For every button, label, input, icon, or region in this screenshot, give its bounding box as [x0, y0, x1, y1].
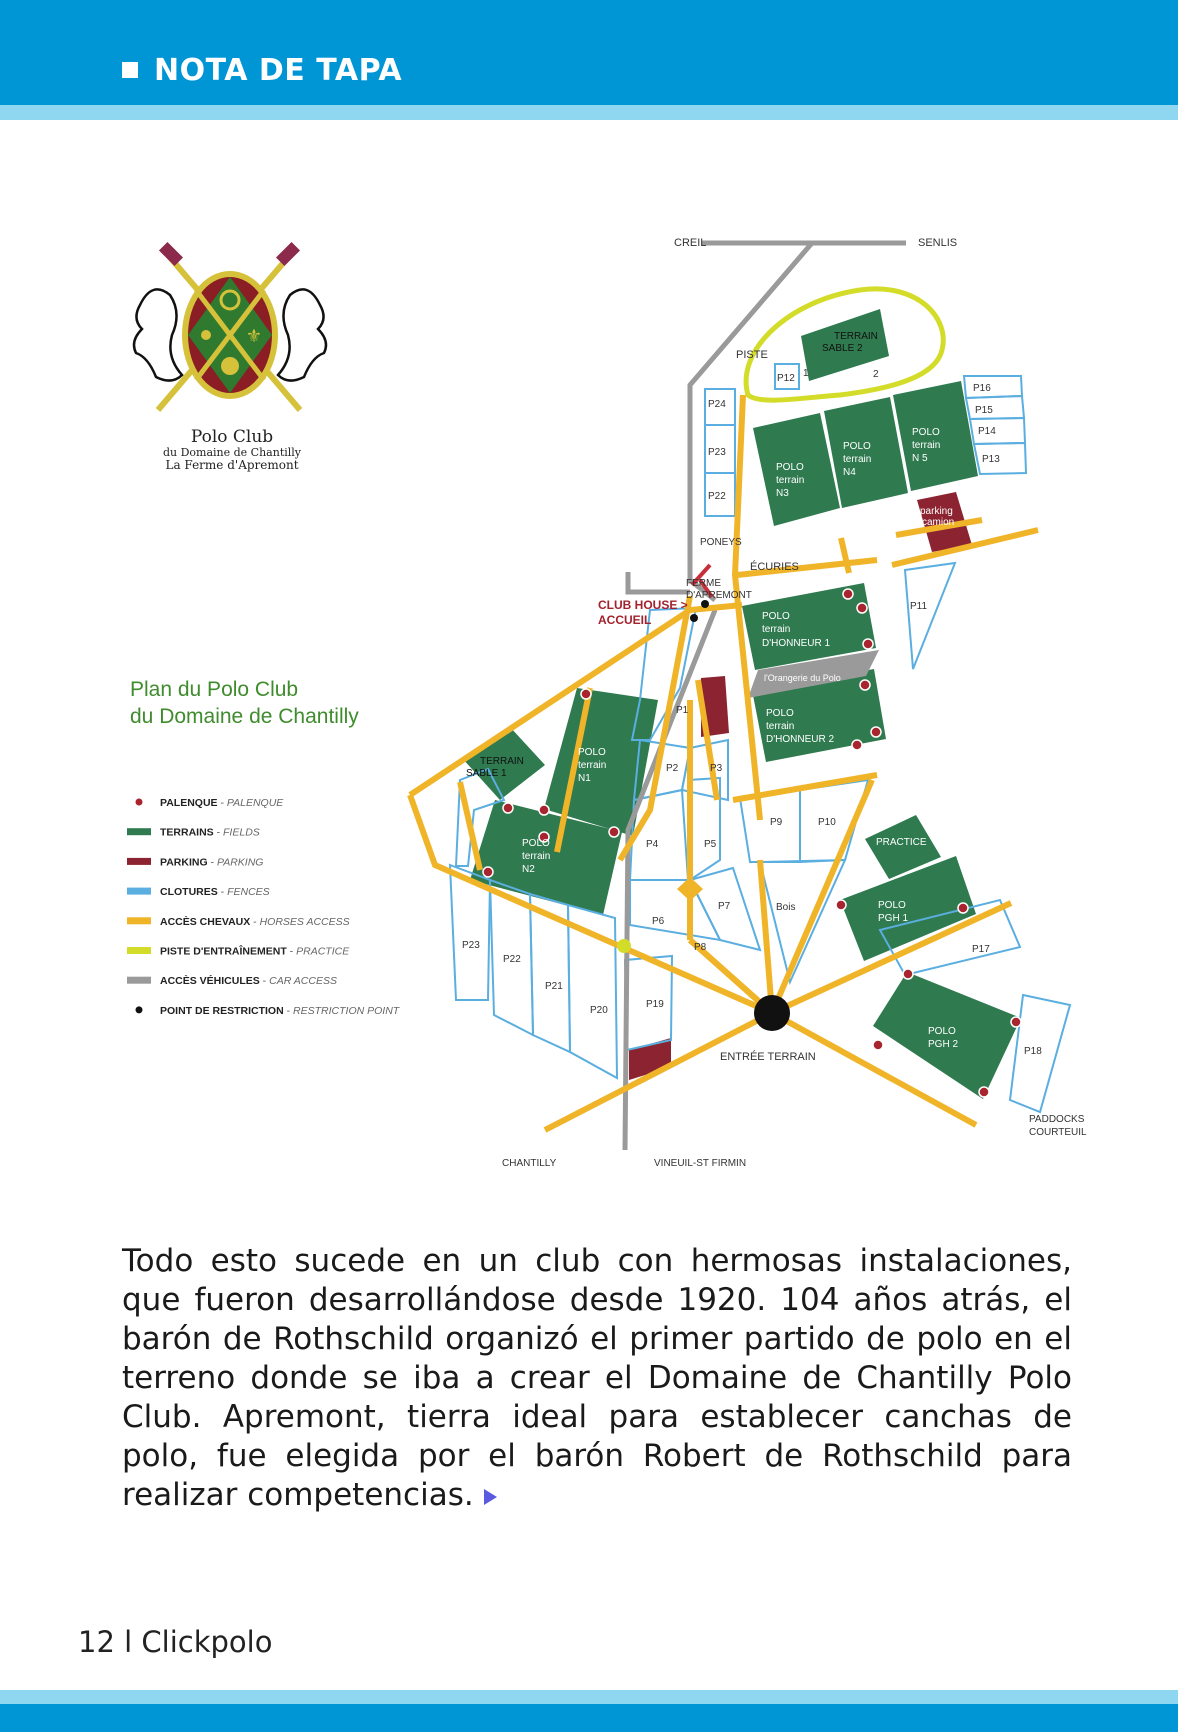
label-practice: PRACTICE	[876, 837, 927, 848]
legend-label: POINT DE RESTRICTION - RESTRICTION POINT	[160, 1004, 400, 1017]
label-orangerie: l'Orangerie du Polo	[764, 673, 841, 683]
label-paddocks: PADDOCKS	[1029, 1114, 1085, 1125]
label-p19: P19	[646, 999, 664, 1010]
label-p14: P14	[978, 426, 996, 437]
legend-swatch	[136, 799, 143, 806]
label-pgh2: PGH 2	[928, 1039, 959, 1050]
legend-item	[127, 856, 263, 868]
label-p20: P20	[590, 1005, 608, 1016]
legend-swatch	[127, 828, 151, 835]
label-senlis: SENLIS	[918, 237, 958, 249]
label-courteuil: COURTEUIL	[1029, 1127, 1087, 1138]
label-parking: parking	[920, 506, 953, 517]
section-title: NOTA DE TAPA	[154, 52, 403, 88]
label-p24: P24	[708, 399, 726, 410]
label-p13: P13	[982, 454, 1000, 465]
label-polo: POLO	[762, 611, 790, 622]
map-title-line1: Plan du Polo Club	[130, 678, 299, 701]
label-terrain: terrain	[578, 760, 607, 771]
label-terrain-sable1: SABLE 1	[466, 768, 507, 779]
legend-label: PISTE D'ENTRAÎNEMENT - PRACTICE	[160, 945, 350, 958]
footer-bar	[0, 1704, 1178, 1732]
label-entree-terrain: ENTRÉE TERRAIN	[720, 1051, 816, 1063]
label-p22: P22	[708, 491, 726, 502]
club-logo	[134, 242, 326, 472]
map-legend	[127, 797, 401, 1017]
label-p23: P23	[708, 447, 726, 458]
label-polo: POLO	[578, 747, 606, 758]
legend-swatch	[127, 977, 151, 984]
legend-swatch	[127, 888, 151, 895]
label-terrain: terrain	[776, 475, 805, 486]
label-p6: P6	[652, 916, 665, 927]
legend-swatch	[136, 1006, 143, 1013]
label-terrain: terrain	[766, 721, 795, 732]
label-p4: P4	[646, 839, 659, 850]
label-camion: camion	[922, 517, 955, 528]
label-p3: P3	[710, 763, 723, 774]
logo-line2: du Domaine de Chantilly	[162, 446, 302, 459]
label-honneur2: D'HONNEUR 2	[766, 734, 835, 745]
label-terrain: terrain	[843, 454, 872, 465]
label-p12: P12	[777, 373, 795, 384]
label-p5: P5	[704, 839, 717, 850]
label-p15: P15	[975, 405, 993, 416]
label-p1: P1	[676, 705, 689, 716]
label-polo: POLO	[522, 838, 550, 849]
label-n3: N3	[776, 488, 789, 499]
label-p23-south: P23	[462, 940, 480, 951]
label-ferme: D'APREMONT	[686, 590, 752, 601]
label-p9: P9	[770, 817, 783, 828]
label-vineuil: VINEUIL-ST FIRMIN	[654, 1158, 747, 1169]
restriction-point-icon	[701, 600, 709, 608]
legend-item	[127, 974, 337, 987]
header-stripe	[0, 105, 1178, 120]
label-p2: P2	[666, 763, 679, 774]
label-terrain-sable1: TERRAIN	[480, 756, 524, 767]
legend-label: PALENQUE - PALENQUE	[160, 797, 284, 809]
article-text: Todo esto sucede en un club con hermosas instalaciones, que fueron desarrollándose desde 1920. 104 años atrás, el barón de Rothschild organizó el primer partido de polo en el terreno donde se iba a crear el Domaine de Chantilly Polo Club. Apremont, tierra ideal para establecer canchas de polo, fue elegida por el barón Robert de Rothschild para realizar competencias.	[122, 1243, 1072, 1513]
map-title-line2: du Domaine de Chantilly	[130, 705, 359, 728]
label-bois: Bois	[776, 902, 796, 913]
continue-arrow-icon	[484, 1489, 497, 1505]
legend-item	[127, 915, 350, 928]
label-chantilly: CHANTILLY	[502, 1158, 557, 1169]
label-ferme: FERME	[686, 578, 721, 589]
practice-marker	[617, 939, 631, 953]
legend-swatch	[127, 947, 151, 954]
label-n5: N 5	[912, 453, 928, 464]
label-n4: N4	[843, 467, 856, 478]
legend-label: CLOTURES - FENCES	[160, 886, 270, 899]
label-polo: POLO	[766, 708, 794, 719]
label-terrain: terrain	[522, 851, 551, 862]
label-ecuries: ÉCURIES	[750, 561, 799, 573]
legend-item	[136, 797, 285, 809]
label-creil: CREIL	[674, 237, 707, 249]
square-icon	[122, 62, 138, 78]
svg-text:⚜: ⚜	[245, 326, 263, 347]
label-terrain-sable2: SABLE 2	[822, 343, 863, 354]
label-p11: P11	[910, 601, 928, 612]
label-terrain: terrain	[762, 624, 791, 635]
label-p22-south: P22	[503, 954, 521, 965]
legend-label: ACCÈS CHEVAUX - HORSES ACCESS	[160, 915, 350, 928]
legend-item	[127, 886, 270, 898]
label-piste: PISTE	[736, 349, 768, 361]
label-polo: POLO	[843, 441, 871, 452]
label-p8: P8	[694, 942, 707, 953]
restriction-point-icon	[690, 614, 698, 622]
legend-swatch	[127, 858, 151, 865]
page-footer: 12 l Clickpolo	[78, 1625, 273, 1659]
label-p18: P18	[1024, 1046, 1042, 1057]
horse-left-icon	[134, 289, 182, 380]
label-n1: N1	[578, 773, 591, 784]
polo-field-n4	[824, 397, 908, 508]
legend-item	[127, 827, 260, 839]
article-paragraph	[122, 1242, 1072, 1515]
polo-field-pgh1	[840, 856, 976, 961]
label-p21: P21	[545, 981, 563, 992]
entry-restriction-point	[754, 995, 790, 1031]
label-polo: POLO	[776, 462, 804, 473]
label-pgh1: PGH 1	[878, 913, 909, 924]
legend-item	[136, 1005, 401, 1017]
label-n2: N2	[522, 864, 535, 875]
label-1: 1	[803, 368, 809, 379]
logo-line3: La Ferme d'Apremont	[165, 458, 299, 472]
label-p7: P7	[718, 901, 731, 912]
label-terrain: terrain	[912, 440, 941, 451]
label-polo: POLO	[928, 1026, 956, 1037]
club-map-figure	[0, 200, 1178, 1200]
section-tag	[122, 50, 402, 90]
legend-swatch	[127, 917, 151, 924]
legend-item	[127, 945, 350, 958]
label-club-house: CLUB HOUSE >	[598, 598, 688, 612]
label-p10: P10	[818, 817, 836, 828]
label-polo: POLO	[878, 900, 906, 911]
club-map	[0, 200, 1178, 1200]
label-polo: POLO	[912, 427, 940, 438]
footer-stripe	[0, 1690, 1178, 1704]
label-2: 2	[873, 369, 879, 380]
label-terrain-sable2: TERRAIN	[834, 331, 878, 342]
label-poneys: PONEYS	[700, 537, 742, 548]
legend-label: PARKING - PARKING	[160, 856, 264, 869]
logo-line1: Polo Club	[190, 427, 274, 447]
legend-label: TERRAINS - FIELDS	[160, 826, 260, 839]
legend-label: ACCÈS VÉHICULES - CAR ACCESS	[160, 975, 337, 988]
label-p16: P16	[973, 383, 991, 394]
label-honneur1: D'HONNEUR 1	[762, 638, 831, 649]
label-accueil: ACCUEIL	[598, 613, 652, 627]
horse-right-icon	[278, 289, 326, 380]
label-p17: P17	[972, 944, 990, 955]
